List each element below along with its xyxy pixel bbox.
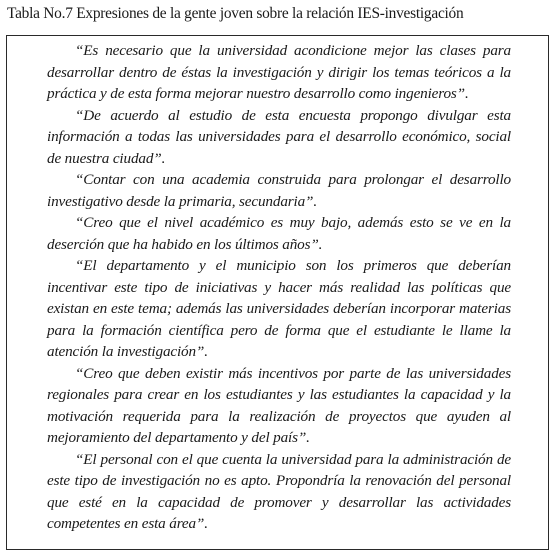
quote-item-1: “Es necesario que la universidad acondicione mejor las clases para desarrollar dentro de éstas la investigación y dirigir los temas teóricos a la práctica y de esta forma mejorar nuestro desarrollo como ingenieros”. bbox=[47, 42, 511, 102]
quote-item-4: “Creo que el nivel académico es muy bajo, además esto se ve en la deserción que ha habido en los últimos años”. bbox=[47, 214, 511, 253]
quotes-list bbox=[47, 40, 511, 535]
quote-item-6: “Creo que deben existir más incentivos por parte de las universidades regionales para crear en los estudiantes y las estudiantes la capacidad y la motivación requerida para la realización de proyectos que ayuden al mejoramiento del departamento y del país”. bbox=[47, 364, 511, 446]
quote-item-7: “El personal con el que cuenta la universidad para la administración de este tipo de investigación no es apto. Propondría la renovación del personal que esté en la capacidad de promover y desarrollar las actividades competentes en esta área”. bbox=[47, 450, 511, 532]
quote-item-5: “El departamento y el municipio son los primeros que deberían incentivar este tipo de iniciativas y hacer más realidad las políticas que existan en este tema; además las universidades deberían incorporar materias para la formación científica pero de forma que el estudiante le llame la atención la investigación”. bbox=[47, 257, 511, 360]
table-caption: Tabla No.7 Expresiones de la gente joven sobre la relación IES-investigación bbox=[7, 5, 464, 22]
quote-item-2: “De acuerdo al estudio de esta encuesta propongo divulgar esta información a todas las universidades para el desarrollo económico, social de nuestra ciudad”. bbox=[47, 106, 511, 167]
quote-item-3: “Contar con una academia construida para prolongar el desarrollo investigativo desde la primaria, secundaria”. bbox=[47, 171, 511, 210]
